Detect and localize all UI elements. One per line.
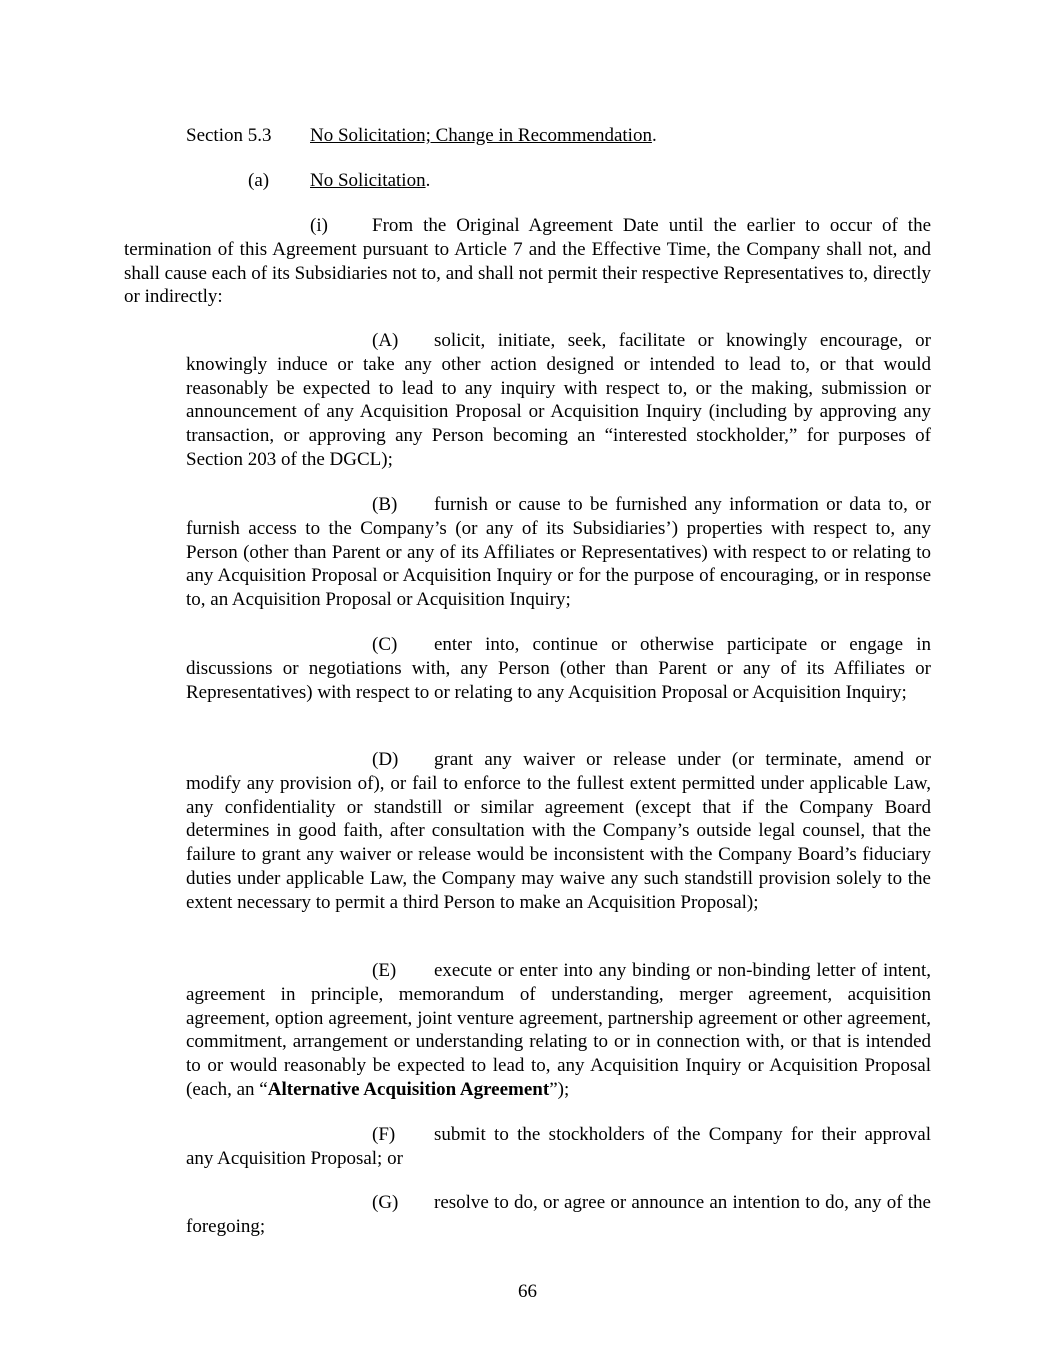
- item-b-label: (B): [372, 494, 398, 515]
- clause-i-text: From the Original Agreement Date until the earlier to occur of the termination of this Agreement pursuant to Article 7 and the Effective Time, the Company shall not, and shall cause each of its Subsidiaries not to, and shall not permit their respective Representatives to, directly or indirectly:: [124, 215, 931, 308]
- item-g-paragraph: [186, 1191, 931, 1239]
- page-number: 66: [518, 1281, 537, 1302]
- section-heading: [186, 124, 657, 148]
- item-d-paragraph: [186, 748, 931, 915]
- item-f-paragraph: [186, 1123, 931, 1171]
- defined-term: Alternative Acquisition Agreement: [267, 1078, 550, 1100]
- item-a-paragraph: [186, 329, 931, 472]
- clause-i-label: (i): [310, 215, 328, 236]
- item-c-text: enter into, continue or otherwise participate or engage in discussions or negotiations with, any Person (other than Parent or any of its Affiliates or Representatives) with respect to or relating to any Acquisition Proposal or Acquisition Inquiry;: [186, 634, 931, 703]
- item-d-label: (D): [372, 749, 399, 770]
- subsection-title-suffix: .: [425, 170, 431, 191]
- item-e-label: (E): [372, 960, 397, 981]
- item-g-label: (G): [372, 1192, 399, 1213]
- item-g-text: resolve to do, or agree or announce an intention to do, any of the foregoing;: [186, 1192, 931, 1237]
- item-e-text-after: ”);: [549, 1078, 570, 1100]
- item-c-paragraph: [186, 633, 931, 704]
- item-a-text: solicit, initiate, seek, facilitate or knowingly encourage, or knowingly induce or take any other action designed or intended to lead to, or that would reasonably be expected to lead to any inquiry with respect to, or the making, submission or announcement of any Acquisition Proposal or Acquisition Inquiry (including by approving any transaction, or approving any Person becoming an “interested stockholder,” for purposes of Section 203 of the DGCL);: [186, 330, 931, 470]
- subsection-heading: [248, 169, 430, 193]
- item-f-text: submit to the stockholders of the Company for their approval any Acquisition Proposal; or: [186, 1124, 931, 1169]
- item-f-label: (F): [372, 1124, 396, 1145]
- item-e-text-before: execute or enter into any binding or non-binding letter of intent, agreement in principle, memorandum of understanding, merger agreement, acquisition agreement, option agreement, joint venture agreement, partnership agreement or other agreement, commitment, arrangement or understanding relating to or in connection with, or that is intended to or would reasonably be expected to lead to, any Acquisition Inquiry or Acquisition Proposal (each, an “: [186, 960, 931, 1100]
- item-b-text: furnish or cause to be furnished any information or data to, or furnish access to the Company’s (or any of its Subsidiaries’) properties with respect to, any Person (other than Parent or any of its Affiliates or Representatives) with respect to or relating to any Acquisition Proposal or Acquisition Inquiry or for the purpose of encouraging, or in response to, an Acquisition Proposal or Acquisition Inquiry;: [186, 494, 931, 611]
- subsection-label: (a): [248, 170, 270, 191]
- item-d-text: grant any waiver or release under (or terminate, amend or modify any provision of), or fail to enforce to the fullest extent permitted under applicable Law, any confidentiality or standstill or similar agreement (except that if the Company Board determines in good faith, after consultation with the Company’s outside legal counsel, that the failure to grant any waiver or release would be inconsistent with the Company Board’s fiduciary duties under applicable Law, the Company may waive any such standstill provision solely to the extent necessary to permit a third Person to make an Acquisition Proposal);: [186, 749, 931, 913]
- subsection-title: No Solicitation: [310, 170, 426, 191]
- section-title-suffix: .: [651, 125, 657, 146]
- item-b-paragraph: [186, 493, 931, 612]
- section-title: No Solicitation; Change in Recommendation: [310, 125, 652, 146]
- item-e-paragraph: [186, 959, 931, 1102]
- item-a-label: (A): [372, 330, 399, 351]
- clause-i-paragraph: [124, 214, 931, 309]
- section-number: Section 5.3: [186, 125, 272, 146]
- item-c-label: (C): [372, 634, 398, 655]
